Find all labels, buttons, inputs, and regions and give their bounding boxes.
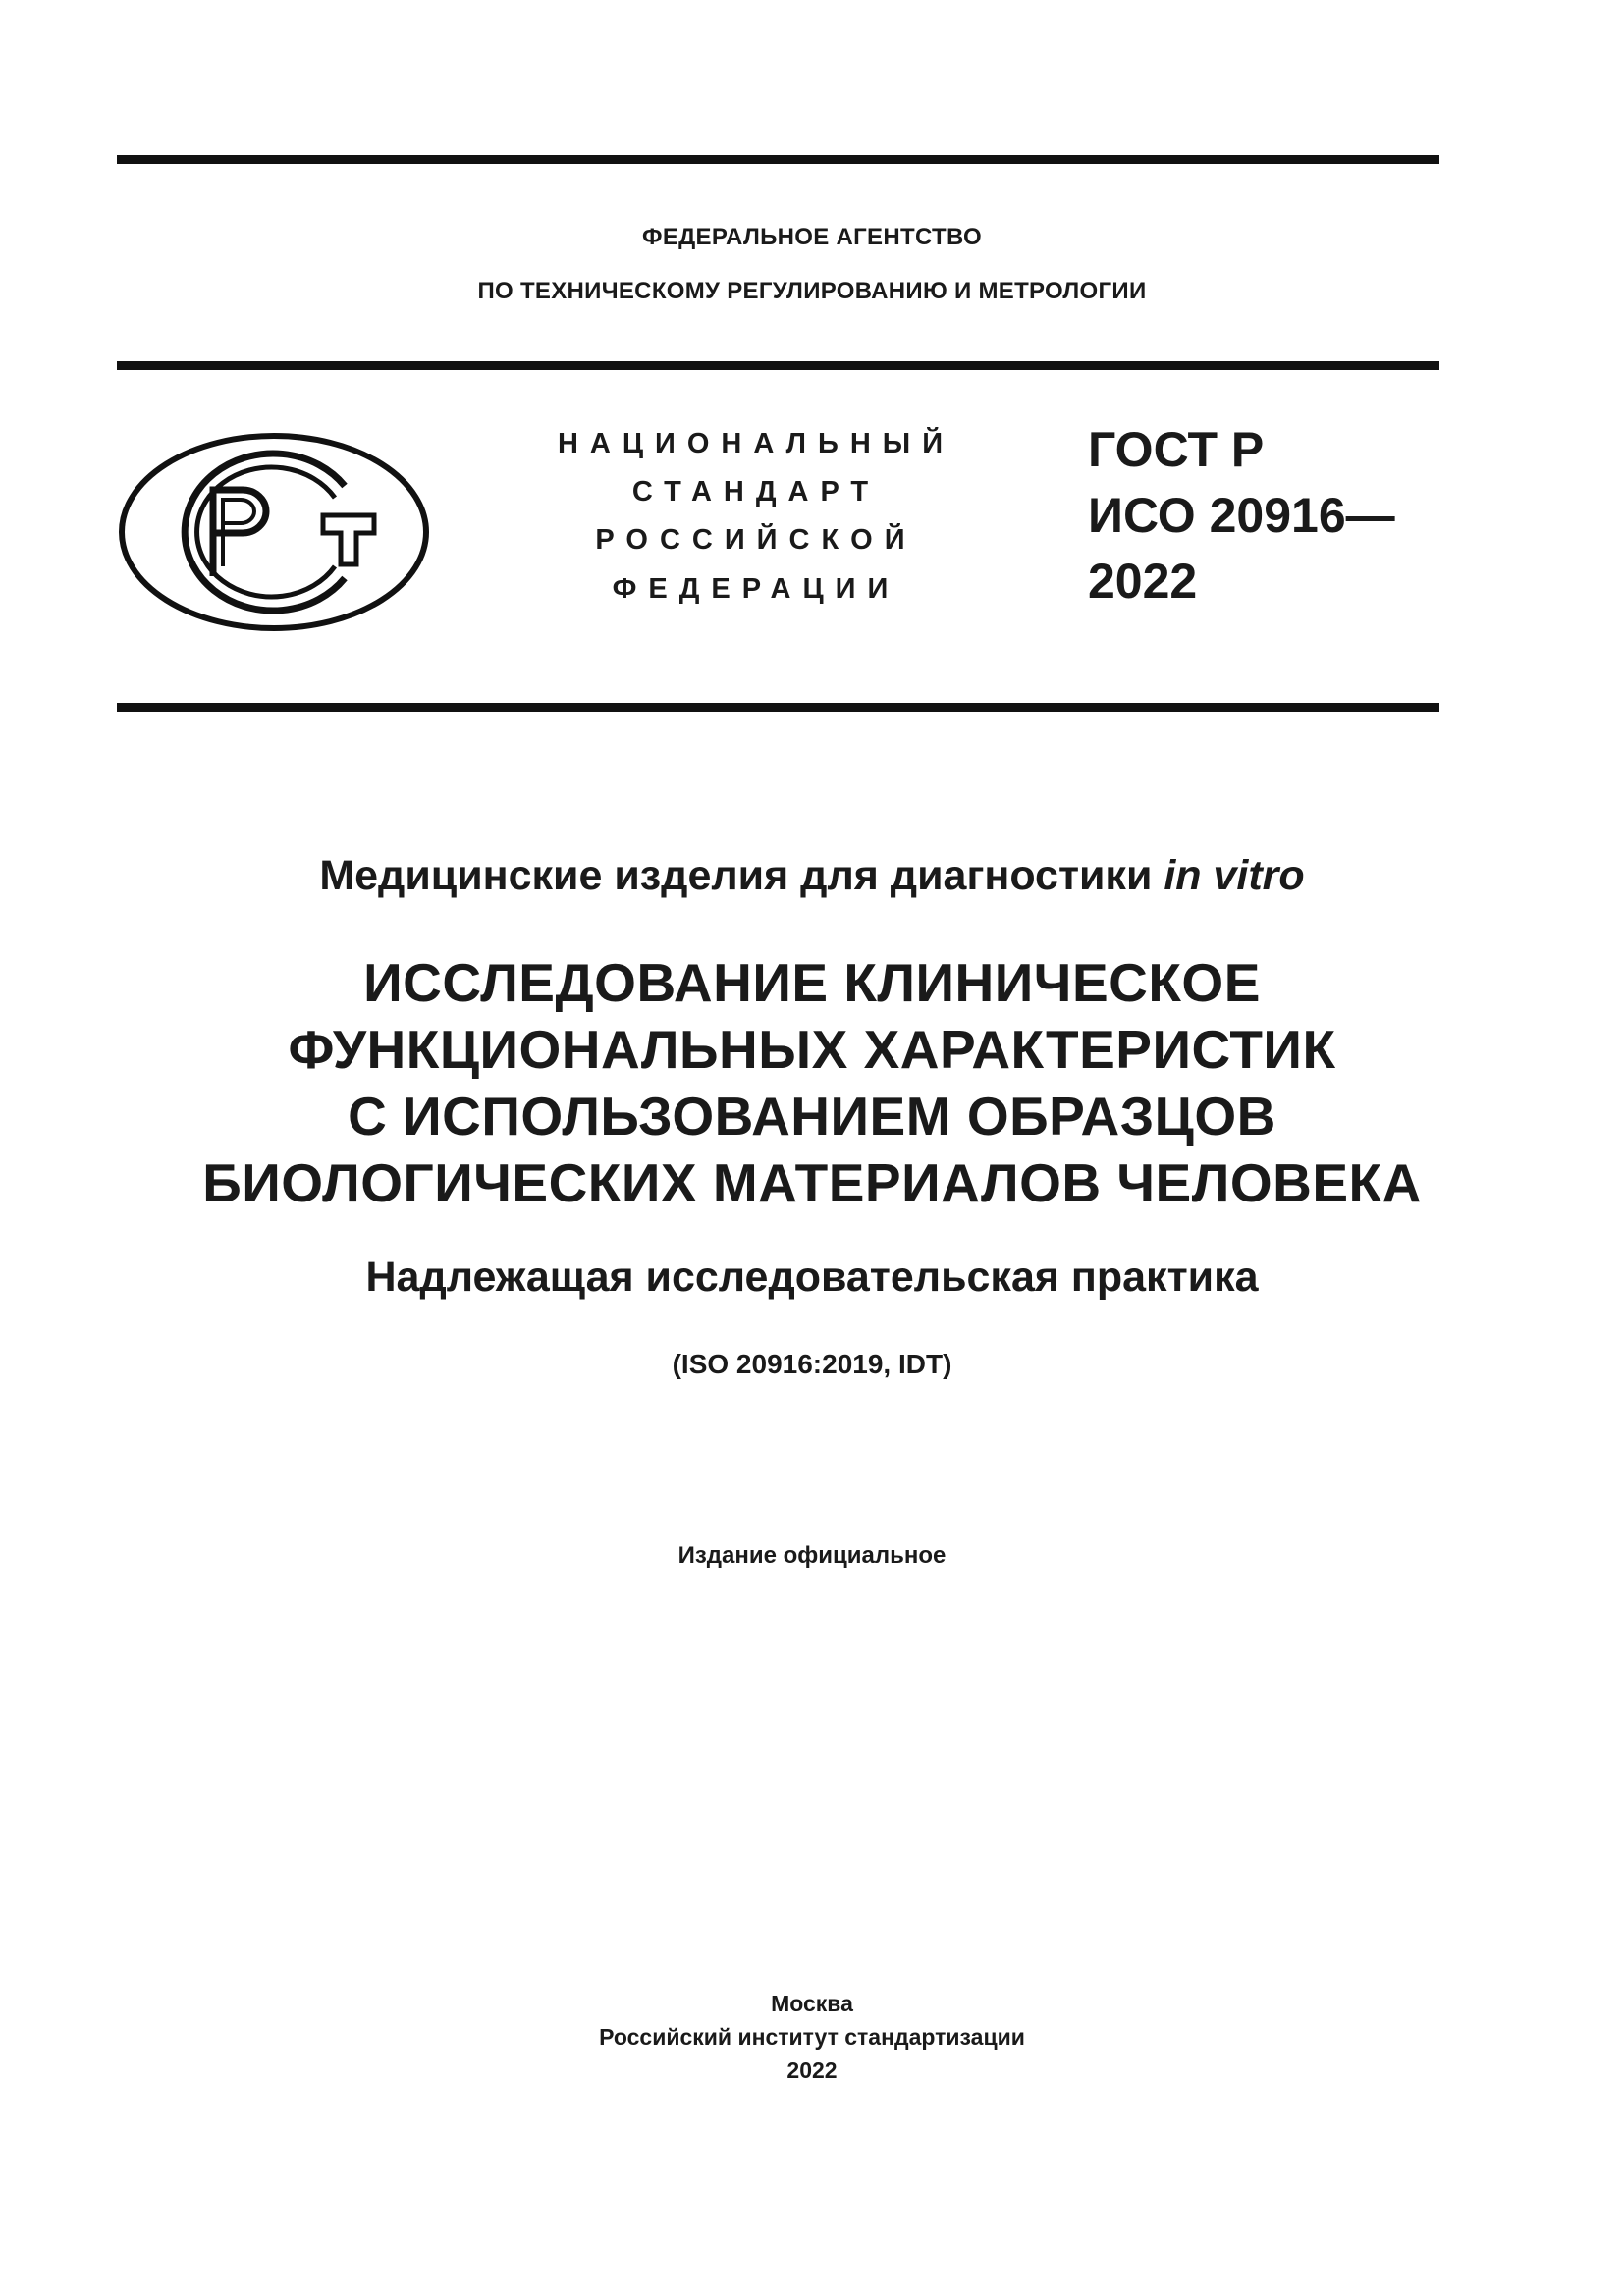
document-subtitle: Надлежащая исследовательская практика xyxy=(365,1254,1259,1301)
edition-note: Издание официальное xyxy=(677,1542,947,1569)
national-standard-line-4: ФЕДЕРАЦИИ xyxy=(612,573,900,605)
title-line-1: ИССЛЕДОВАНИЕ КЛИНИЧЕСКОЕ xyxy=(363,952,1261,1013)
subject-italic: in vitro xyxy=(1164,852,1305,899)
national-standard-line-1: НАЦИОНАЛЬНЫЙ xyxy=(557,428,955,459)
designation-line-3: 2022 xyxy=(1088,554,1198,609)
title-line-2: ФУНКЦИОНАЛЬНЫХ ХАРАКТЕРИСТИК xyxy=(288,1019,1336,1080)
rst-logo xyxy=(117,429,431,635)
iso-reference: (ISO 20916:2019, IDT) xyxy=(672,1349,952,1379)
document-title xyxy=(0,949,1624,1216)
imprint-year: 2022 xyxy=(786,2057,838,2083)
standard-designation xyxy=(1088,417,1395,614)
agency-line-2: ПО ТЕХНИЧЕСКОМУ РЕГУЛИРОВАНИЮ И МЕТРОЛОГИИ xyxy=(477,278,1147,304)
designation-line-1: ГОСТ Р xyxy=(1088,422,1265,477)
top-rule xyxy=(117,155,1439,164)
imprint-publisher: Российский институт стандартизации xyxy=(599,2024,1025,2050)
title-line-3: С ИСПОЛЬЗОВАНИЕМ ОБРАЗЦОВ xyxy=(348,1086,1276,1147)
subject-text: Медицинские изделия для диагностики xyxy=(319,852,1164,899)
imprint-city: Москва xyxy=(771,1991,853,2016)
designation-line-2: ИСО 20916— xyxy=(1088,488,1395,543)
rst-logo-icon xyxy=(117,429,431,635)
header-rule xyxy=(117,361,1439,370)
agency-line-1: ФЕДЕРАЛЬНОЕ АГЕНТСТВО xyxy=(642,224,982,250)
national-standard-line-2: СТАНДАРТ xyxy=(631,476,881,507)
subject-line xyxy=(0,852,1624,900)
title-line-4: БИОЛОГИЧЕСКИХ МАТЕРИАЛОВ ЧЕЛОВЕКА xyxy=(202,1152,1422,1213)
national-standard-line-3: РОССИЙСКОЙ xyxy=(595,524,917,556)
designation-rule xyxy=(117,703,1439,712)
